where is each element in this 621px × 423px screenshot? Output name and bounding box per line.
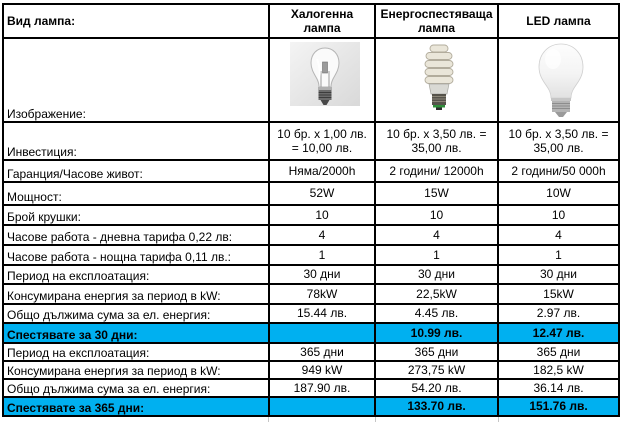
cell-value: 10 бр. x 3,50 лв. = 35,00 лв. [375,122,498,160]
table-row [3,205,619,225]
led-image-cell [498,38,619,122]
cell-value: 52W [269,182,375,205]
row-label: Общо дължима сума за ел. енергия: [3,379,269,397]
cell-value: 10 [498,205,619,225]
row-label: Спестявате за 30 дни: [3,323,269,343]
cell-value: 2.97 лв. [498,304,619,323]
cell-value: 10W [498,182,619,205]
header-row [3,4,619,38]
header-halogen: Халогенна лампа [269,4,375,38]
cell-value: 182,5 kW [498,361,619,379]
cell-value: 4 [269,225,375,245]
table-row [3,265,619,284]
cell-value: 10 бр. x 1,00 лв. = 10,00 лв. [269,122,375,160]
cell-value [269,397,375,416]
row-label: Период на експлоатация: [3,265,269,284]
row-label: Консумирана енергия за период в kW: [3,361,269,379]
table-row [3,379,619,397]
header-led: LED лампа [498,4,619,38]
cell-value: 4 [375,225,498,245]
row-label: Брой крушки: [3,205,269,225]
cell-value: 4 [498,225,619,245]
table-row [3,122,619,160]
cell-value: 365 дни [498,343,619,361]
header-energy-saving: Енергоспестяваща лампа [375,4,498,38]
cell-value: 54.20 лв. [375,379,498,397]
cell-value: 10.99 лв. [375,323,498,343]
cell-value: 365 дни [375,343,498,361]
cell-value: 10 [269,205,375,225]
header-lamp-type: Вид лампа: [3,4,269,38]
cell-value [269,323,375,343]
cell-value: 15kW [498,284,619,304]
led-bulb-photo [502,41,619,121]
table-row [3,160,619,182]
row-label-image: Изображение: [3,38,269,122]
row-label: Гаранция/Часове живот: [3,160,269,182]
savings-row-30-days [3,323,619,343]
gridline-stubs [2,417,618,423]
cell-value: 30 дни [498,265,619,284]
cell-value: 2 години/ 12000h [375,160,498,182]
cell-value: 151.76 лв. [498,397,619,416]
table-row [3,182,619,205]
halogen-bulb-photo [273,41,375,121]
row-label: Мощност: [3,182,269,205]
cell-value: 10 бр. x 3,50 лв. = 35,00 лв. [498,122,619,160]
row-label: Часове работа - дневна тарифа 0,22 лв: [3,225,269,245]
cell-value: 30 дни [375,265,498,284]
row-label: Общо дължима сума за ел. енергия: [3,304,269,323]
row-label: Период на експлоатация: [3,343,269,361]
cell-value: 1 [269,245,375,265]
cfl-image-cell [375,38,498,122]
table-row [3,245,619,265]
row-label: Спестявате за 365 дни: [3,397,269,416]
halogen-image-cell [269,38,375,122]
table-row [3,284,619,304]
row-label: Консумирана енергия за период в kW: [3,284,269,304]
cell-value: Няма/2000h [269,160,375,182]
cell-value: 30 дни [269,265,375,284]
table-row [3,225,619,245]
cell-value: 1 [498,245,619,265]
cell-value: 78kW [269,284,375,304]
cell-value: 22,5kW [375,284,498,304]
table-row [3,304,619,323]
cfl-spiral-bulb-photo [379,41,498,121]
image-row [3,38,619,122]
row-label: Инвестиция: [3,122,269,160]
cell-value: 273,75 kW [375,361,498,379]
cell-value: 15.44 лв. [269,304,375,323]
table-row [3,343,619,361]
cell-value: 365 дни [269,343,375,361]
cell-value: 2 години/50 000h [498,160,619,182]
cell-value: 12.47 лв. [498,323,619,343]
lamp-comparison-table [2,3,620,417]
row-label: Часове работа - нощна тарифа 0,11 лв.: [3,245,269,265]
cell-value: 187.90 лв. [269,379,375,397]
cell-value: 133.70 лв. [375,397,498,416]
cell-value: 4.45 лв. [375,304,498,323]
cell-value: 949 kW [269,361,375,379]
cell-value: 10 [375,205,498,225]
cell-value: 1 [375,245,498,265]
table-row [3,361,619,379]
cell-value: 36.14 лв. [498,379,619,397]
savings-row-365-days [3,397,619,416]
cell-value: 15W [375,182,498,205]
